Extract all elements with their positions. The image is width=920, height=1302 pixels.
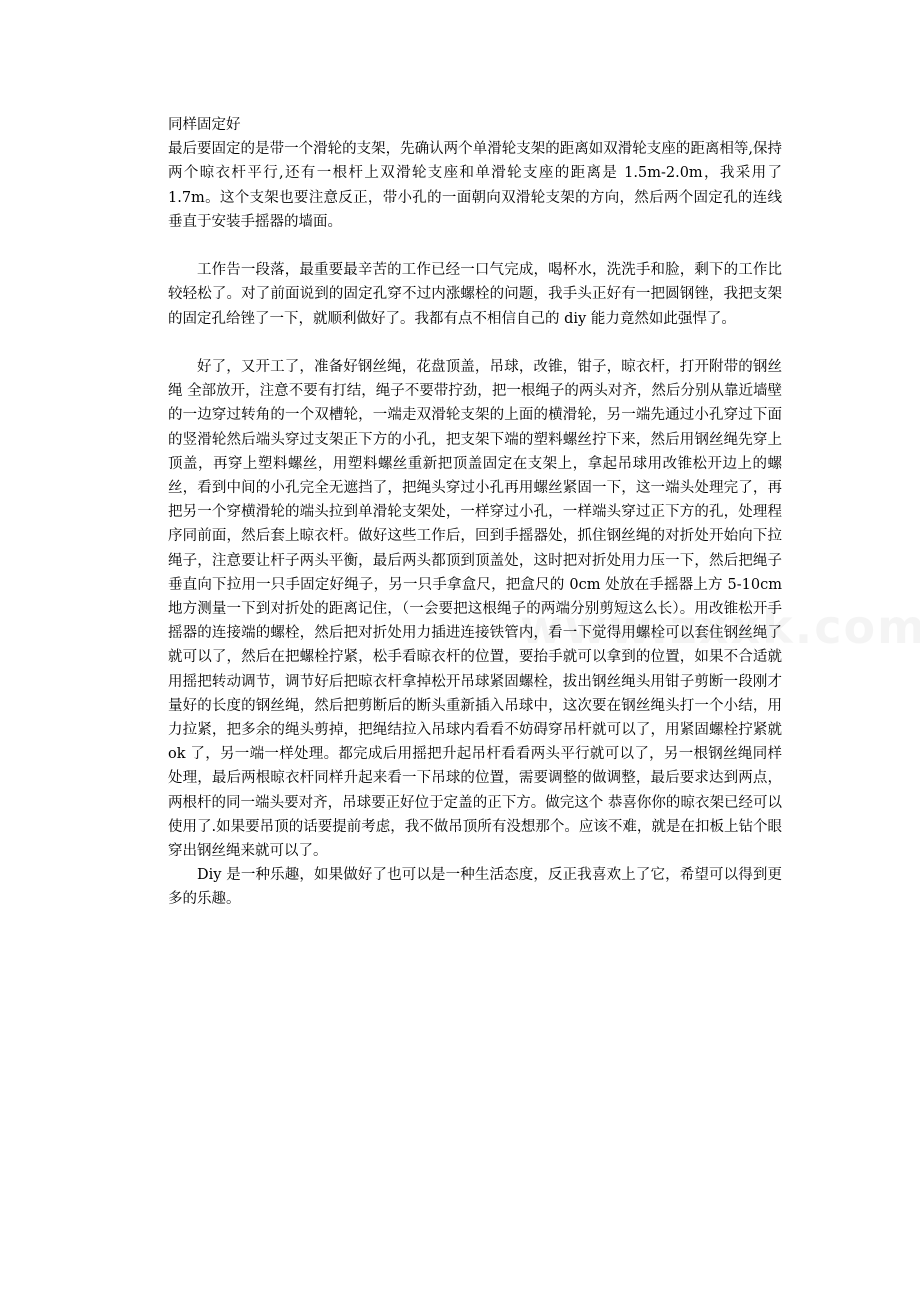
paragraph-diy-conclusion: Diy 是一种乐趣，如果做好了也可以是一种生活态度，反正我喜欢上了它，希望可以得到更多的乐趣。 — [168, 867, 782, 908]
paragraph-heading-line: 同样固定好 — [168, 117, 241, 133]
paragraph-wire-rope-steps: 好了，又开工了，准备好钢丝绳，花盘顶盖，吊球，改锥，钳子，晾衣杆，打开附带的钢丝绳 全部放开，注意不要有打结，绳子不要带拧劲，把一根绳子的两头对齐，然后分别从靠近墙壁的一边穿过转角的一个双槽轮，一端走双滑轮支架的上面的横滑轮，另一端先通过小孔穿过下面的竖滑轮然后端头穿过支架正下方的小孔，把支架下端的塑料螺丝拧下来，然后用钢丝绳先穿上顶盖，再穿上塑料螺丝，用塑料螺丝重新把顶盖固定在支架上，拿起吊球用改锥松开边上的螺丝，看到中间的小孔完全无遮挡了，把绳头穿过小孔再用螺丝紧固一下，这一端头处理完了，再把另一个穿横滑轮的端头拉到单滑轮支架处，一样穿过小孔，一样端头穿过正下方的孔，处理程序同前面，然后套上晾衣杆。做好这些工作后，回到手摇器处，抓住钢丝绳的对折处开始向下拉绳子，注意要让杆子两头平衡，最后两头都顶到顶盖处，这时把对折处用力压一下，然后把绳子垂直向下拉用一只手固定好绳子，另一只手拿盒尺，把盒尺的 0cm 处放在手摇器上方 5-10cm 地方测量一下到对折处的距离记住，（一会要把这根绳子的两端分别剪短这么长）。用改锥松开手摇器的连接端的螺栓，然后把对折处用力插进连接铁管内，看一下觉得用螺栓可以套住钢丝绳了就可以了，然后在把螺栓拧紧，松手看晾衣杆的位置，要抬手就可以拿到的位置，如果不合适就用摇把转动调节，调节好后把晾衣杆拿掉松开吊球紧固螺栓，拔出钢丝绳头用钳子剪断一段刚才量好的长度的钢丝绳，然后把剪断后的断头重新插入吊球中，这次要在钢丝绳头打一个小结，用力拉紧，把多余的绳头剪掉，把绳结拉入吊球内看看不妨碍穿吊杆就可以了，用紧固螺栓拧紧就 ok 了，另一端一样处理。都完成后用摇把升起吊杆看看两头平行就可以了，另一根钢丝绳同样处理，最后两根晾衣杆同样升起来看一下吊球的位置，需要调整的做调整，最后要求达到两点，两根杆的同一端头要对齐，吊球要正好位于定盖的正下方。做完这个 恭喜你你的晾衣架已经可以使用了.如果要吊顶的话要提前考虑，我不做吊顶所有没想那个。应该不难，就是在扣板上钻个眼穿出钢丝绳来就可以了。 — [168, 359, 782, 860]
paragraph-bracket-install: 最后要固定的是带一个滑轮的支架，先确认两个单滑轮支架的距离如双滑轮支座的距离相等,保持两个晾衣杆平行,还有一根杆上双滑轮支座和单滑轮支座的距离是 1.5m-2.0m，我采用了 1.7m。这个支架也要注意反正，带小孔的一面朝向双滑轮支架的方向，然后两个固定孔的连线垂直于安装手摇器的墙面。 — [168, 141, 782, 230]
paragraph-spacer — [168, 331, 782, 355]
paragraph-work-break: 工作告一段落，最重要最辛苦的工作已经一口气完成，喝杯水，洗洗手和脸，剩下的工作比较轻松了。对了前面说到的固定孔穿不过内涨螺栓的问题，我手头正好有一把圆钢锉，我把支架的固定孔给锉了一下，就顺利做好了。我都有点不相信自己的 diy 能力竟然如此强悍了。 — [168, 262, 782, 327]
paragraph-spacer — [168, 234, 782, 258]
document-body — [168, 113, 782, 912]
